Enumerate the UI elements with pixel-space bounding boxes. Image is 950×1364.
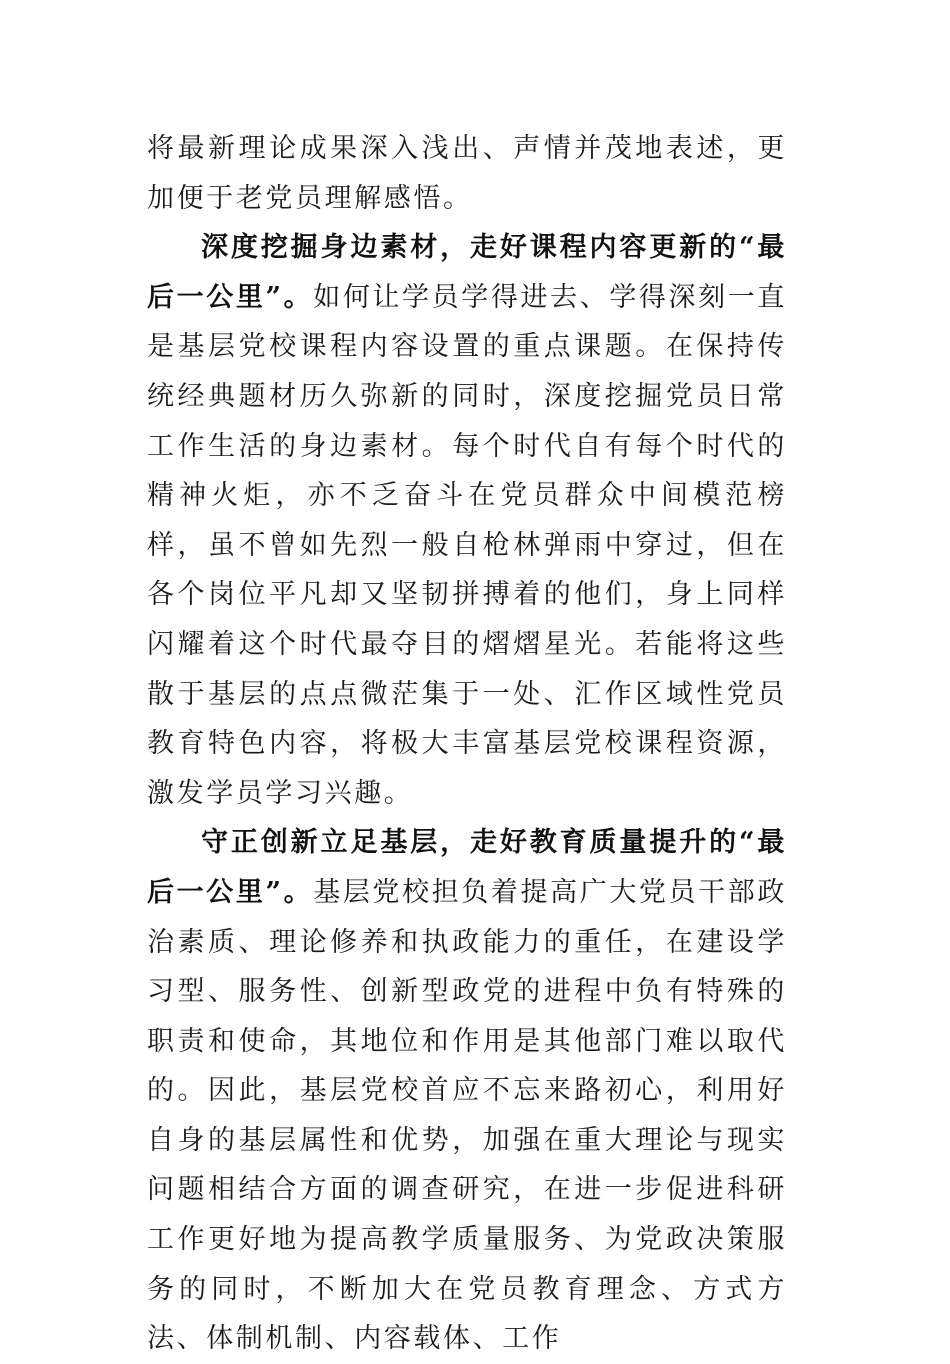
paragraph-lead-heading: 守正创新立足基层，走好教育质量提升的“最后一公里”。 (147, 827, 787, 908)
paragraph-continuation (147, 124, 787, 223)
document-page (147, 124, 787, 1364)
paragraph-body: 基层党校担负着提高广大党员干部政治素质、理论修养和执政能力的重任，在建设学习型、服务性、创新型政党的进程中负有特殊的职责和使命，其地位和作用是其他部门难以取代的。因此，基层党校首应不忘来路初心，利用好自身的基层属性和优势，加强在重大理论与现实问题相结合方面的调查研究，在进一步促进科研工作更好地为提高教学质量服务、为党政决策服务的同时，不断加大在党员教育理念、方式方法、体制机制、内容载体、工作 (147, 876, 787, 1355)
paragraph-education-quality (147, 818, 787, 1364)
paragraph-body: 将最新理论成果深入浅出、声情并茂地表述，更加便于老党员理解感悟。 (147, 133, 787, 214)
paragraph-body: 如何让学员学得进去、学得深刻一直是基层党校课程内容设置的重点课题。在保持传统经典题材历久弥新的同时，深度挖掘党员日常工作生活的身边素材。每个时代自有每个时代的精神火炬，亦不乏奋斗在党员群众中间模范榜样，虽不曾如先烈一般自枪林弹雨中穿过，但在各个岗位平凡却又坚韧拼搏着的他们，身上同样闪耀着这个时代最夺目的熠熠星光。若能将这些散于基层的点点微茫集于一处、汇作区域性党员教育特色内容，将极大丰富基层党校课程资源，激发学员学习兴趣。 (147, 281, 787, 809)
paragraph-lead-heading: 深度挖掘身边素材，走好课程内容更新的“最后一公里”。 (147, 232, 787, 313)
paragraph-course-content (147, 223, 787, 818)
